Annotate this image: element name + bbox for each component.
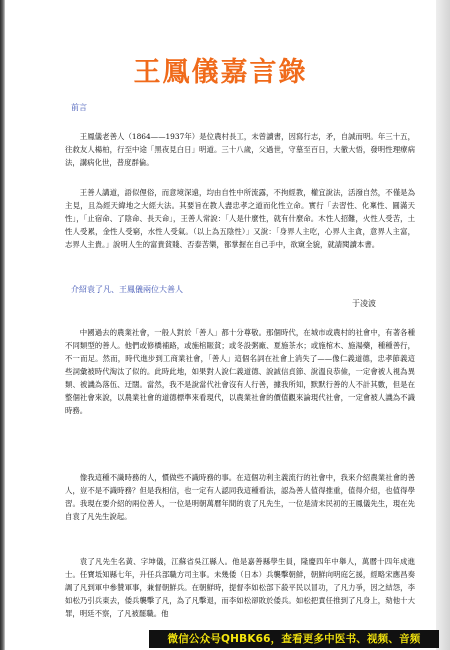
preface-paragraph-2: 王善人講道，語似俚俗，而意境深遠，均由自性中所流露，不拘經教，權宜說法，活潑自然，不僅是為主見，且為經天緯地之大經大法。其要旨在教人盡忠孝之道而化性立命。實行「去習性、化稟性、圓滿天性」，「止宿命、了陰命、長天命」，王善人常說：「人是什麼性，就有什麼命。木性人招難，火性人受苦，土性人受累，金性人受窮，水性人受氣。（以上為五陰性）」又說：「身界人主吃，心界人主貪，意界人主富，志界人主貴。」說明人生的富貴貧賤、否泰苦樂，都掌握在自己手中，欲窺全貌，就請閱讀本書。 <box>65 188 415 249</box>
promo-banner: 微信公众号QHBK66，查看更多中医书、视频、音频 <box>149 630 439 648</box>
intro-paragraph-2: 像我這種不識時務的人，慣做些不識時務的事。在這個功利主義流行的社會中，我來介紹農業社會的善人，豈不是不識時務？但是我相信，也一定有人認同我這種看法，認為善人值得推重，值得介紹，也值得學習。我現在要介紹的兩位善人，一位是明朝萬曆年間的袁了凡先生，一位是清末民初的王鳳儀先生，現在先自袁了凡先生說起。 <box>65 473 415 521</box>
window-right-edge <box>436 0 450 650</box>
intro-author: 于凌波 <box>352 299 376 308</box>
intro-paragraph-3: 袁了凡先生名黃、字坤儀，江蘇省吳江縣人。他是嘉善縣學生員，隆慶四年中舉人，萬曆十四年成進士。任寶坻知縣七年，升任兵部職方司主事。未幾倭（日本）兵襲擊朝鮮，朝鮮向明庭乞援，經略宋應昌奏調了凡到軍中參贊軍事，兼督朝鮮兵。在朝鮮時，提督李如松部下殺平民以冒功，了凡力爭，因之結怨，李如松乃引兵東去，倭兵襲擊了凡，為了凡擊退，而李如松卻敗於倭兵。如松把責任推到了凡身上，劾他十大罪，明廷不察，了凡被罷職。他 <box>65 557 415 618</box>
intro-heading: 介紹袁了凡、王鳳儀兩位大善人 <box>71 285 183 294</box>
document-page <box>5 0 436 650</box>
intro-paragraph-1: 中國過去的農業社會，一般人對於「善人」都十分尊敬。那個時代，在城市或農村的社會中，有著各種不同類型的善人。他們或修橋補路，或施棺賑貧；或冬設粥廠、夏施茶水；或施棺木、施湯藥，種種善行，不一而足。然而，時代進步到工商業社會，「善人」這個名詞在社會上消失了——像仁義道德，忠孝節義這些詞彙被時代淘汰了似的。此時此地，如果對人說仁義道德、說誠信貞節、說溫良恭儉，一定會被人視為異類、被譏為落伍、迂闊。當然，我不是說當代社會沒有人行善，據我所知，默默行善的人不計其數，但是在整個社會來說，以農業社會的道德標準來看現代，以農業社會的價值觀來論現代社會，一定會被人譏為不識時務。 <box>65 328 415 415</box>
preface-heading: 前言 <box>71 103 87 112</box>
preface-paragraph-1: 王鳳儀老善人（1864——1937年）是位農村長工，未曾讀書，因寫行志，矛，自誠而明。年三十五，往救友人楊柏，行至中途「黑夜見白日」明道。三十八歲，父過世，守墓至百日，大徹大悟，發明性理療病法，講病化世，普度群倫。 <box>65 132 415 167</box>
page-title: 王鳳儀嘉言錄 <box>133 57 308 88</box>
